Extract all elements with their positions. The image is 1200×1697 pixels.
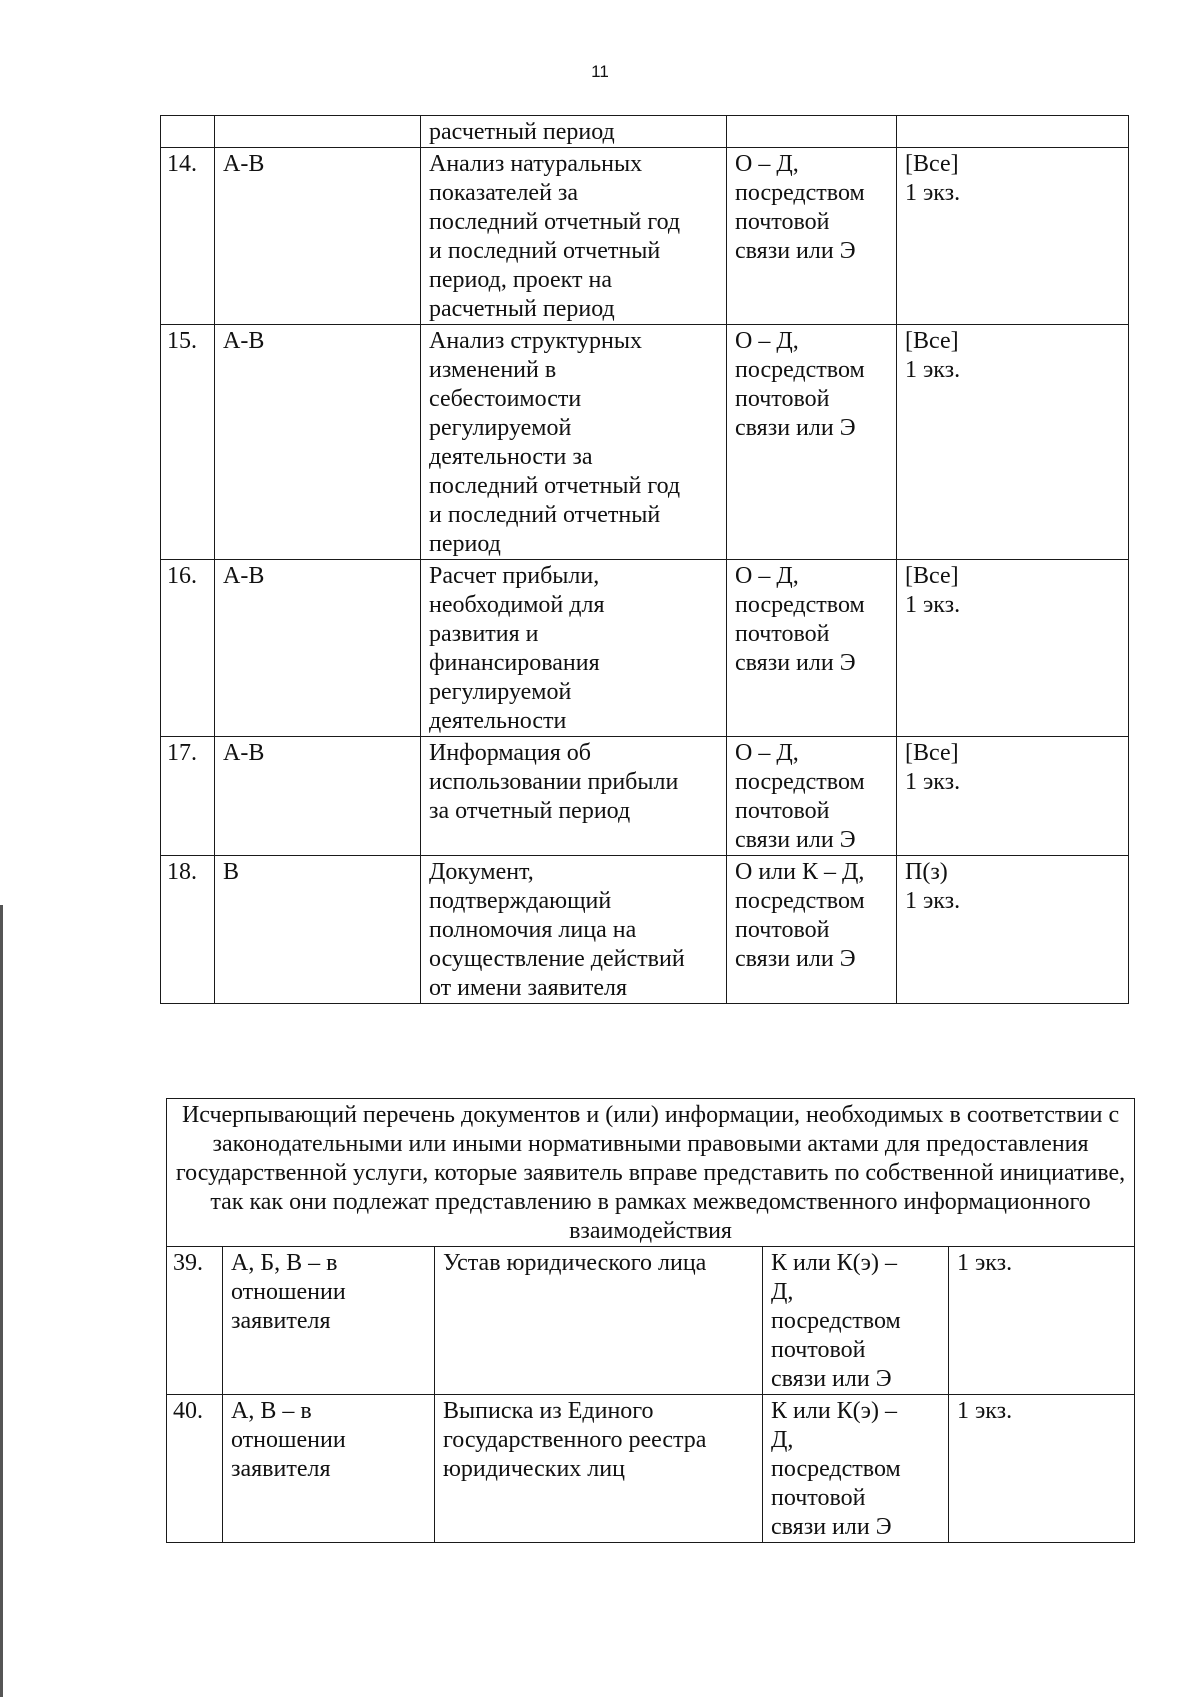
submission-form: К или К(э) – Д, посредством почтовой связи или Э — [763, 1395, 949, 1543]
scan-edge-shadow — [0, 905, 3, 1697]
row-number: 39. — [167, 1247, 223, 1395]
document-name: Анализ структурных изменений в себестоимости регулируемой деятельности за последний отчетный год и последний отчетный период — [421, 325, 727, 560]
row-number: 14. — [161, 148, 215, 325]
submission-form: О – Д, посредством почтовой связи или Э — [727, 325, 897, 560]
copies: [Все] 1 экз. — [897, 560, 1129, 737]
table-row — [161, 116, 1129, 148]
row-number — [161, 116, 215, 148]
submission-form: О – Д, посредством почтовой связи или Э — [727, 737, 897, 856]
applicant-category: В — [215, 856, 421, 1004]
table-header-row — [167, 1099, 1135, 1247]
page-number: 11 — [591, 62, 609, 81]
submission-form: К или К(э) – Д, посредством почтовой связи или Э — [763, 1247, 949, 1395]
document-name: Информация об использовании прибыли за отчетный период — [421, 737, 727, 856]
document-name: Выписка из Единого государственного реестра юридических лиц — [435, 1395, 763, 1543]
copies: [Все] 1 экз. — [897, 737, 1129, 856]
applicant-category: А, Б, В – в отношении заявителя — [223, 1247, 435, 1395]
row-number: 15. — [161, 325, 215, 560]
table-row — [161, 737, 1129, 856]
documents-table-continued — [160, 115, 1129, 1004]
table-row — [161, 148, 1129, 325]
submission-form: О или К – Д, посредством почтовой связи или Э — [727, 856, 897, 1004]
submission-form: О – Д, посредством почтовой связи или Э — [727, 560, 897, 737]
copies: [Все] 1 экз. — [897, 148, 1129, 325]
interagency-documents-table — [166, 1098, 1135, 1543]
copies — [897, 116, 1129, 148]
row-number: 18. — [161, 856, 215, 1004]
table-row — [161, 325, 1129, 560]
row-number: 17. — [161, 737, 215, 856]
copies: 1 экз. — [949, 1247, 1135, 1395]
table-row — [161, 560, 1129, 737]
table-row — [167, 1247, 1135, 1395]
applicant-category: А-В — [215, 148, 421, 325]
table-row — [167, 1395, 1135, 1543]
applicant-category: А, В – в отношении заявителя — [223, 1395, 435, 1543]
copies: 1 экз. — [949, 1395, 1135, 1543]
document-name: Устав юридического лица — [435, 1247, 763, 1395]
submission-form — [727, 116, 897, 148]
applicant-category: А-В — [215, 560, 421, 737]
submission-form: О – Д, посредством почтовой связи или Э — [727, 148, 897, 325]
row-number: 40. — [167, 1395, 223, 1543]
applicant-category — [215, 116, 421, 148]
document-name: Документ, подтверждающий полномочия лица на осуществление действий от имени заявителя — [421, 856, 727, 1004]
row-number: 16. — [161, 560, 215, 737]
applicant-category: А-В — [215, 325, 421, 560]
document-name: расчетный период — [421, 116, 727, 148]
copies: [Все] 1 экз. — [897, 325, 1129, 560]
table-row — [161, 856, 1129, 1004]
document-name: Расчет прибыли, необходимой для развития и финансирования регулируемой деятельности — [421, 560, 727, 737]
table-section-header: Исчерпывающий перечень документов и (или) информации, необходимых в соответствии с законодательными или иными нормативными правовыми актами для предоставления государственной услуги, которые заявитель вправе представить по собственной инициативе, так как они подлежат представлению в рамках межведомственного информационного взаимодействия — [167, 1099, 1135, 1247]
applicant-category: А-В — [215, 737, 421, 856]
document-name: Анализ натуральных показателей за последний отчетный год и последний отчетный период, проект на расчетный период — [421, 148, 727, 325]
copies: П(з) 1 экз. — [897, 856, 1129, 1004]
